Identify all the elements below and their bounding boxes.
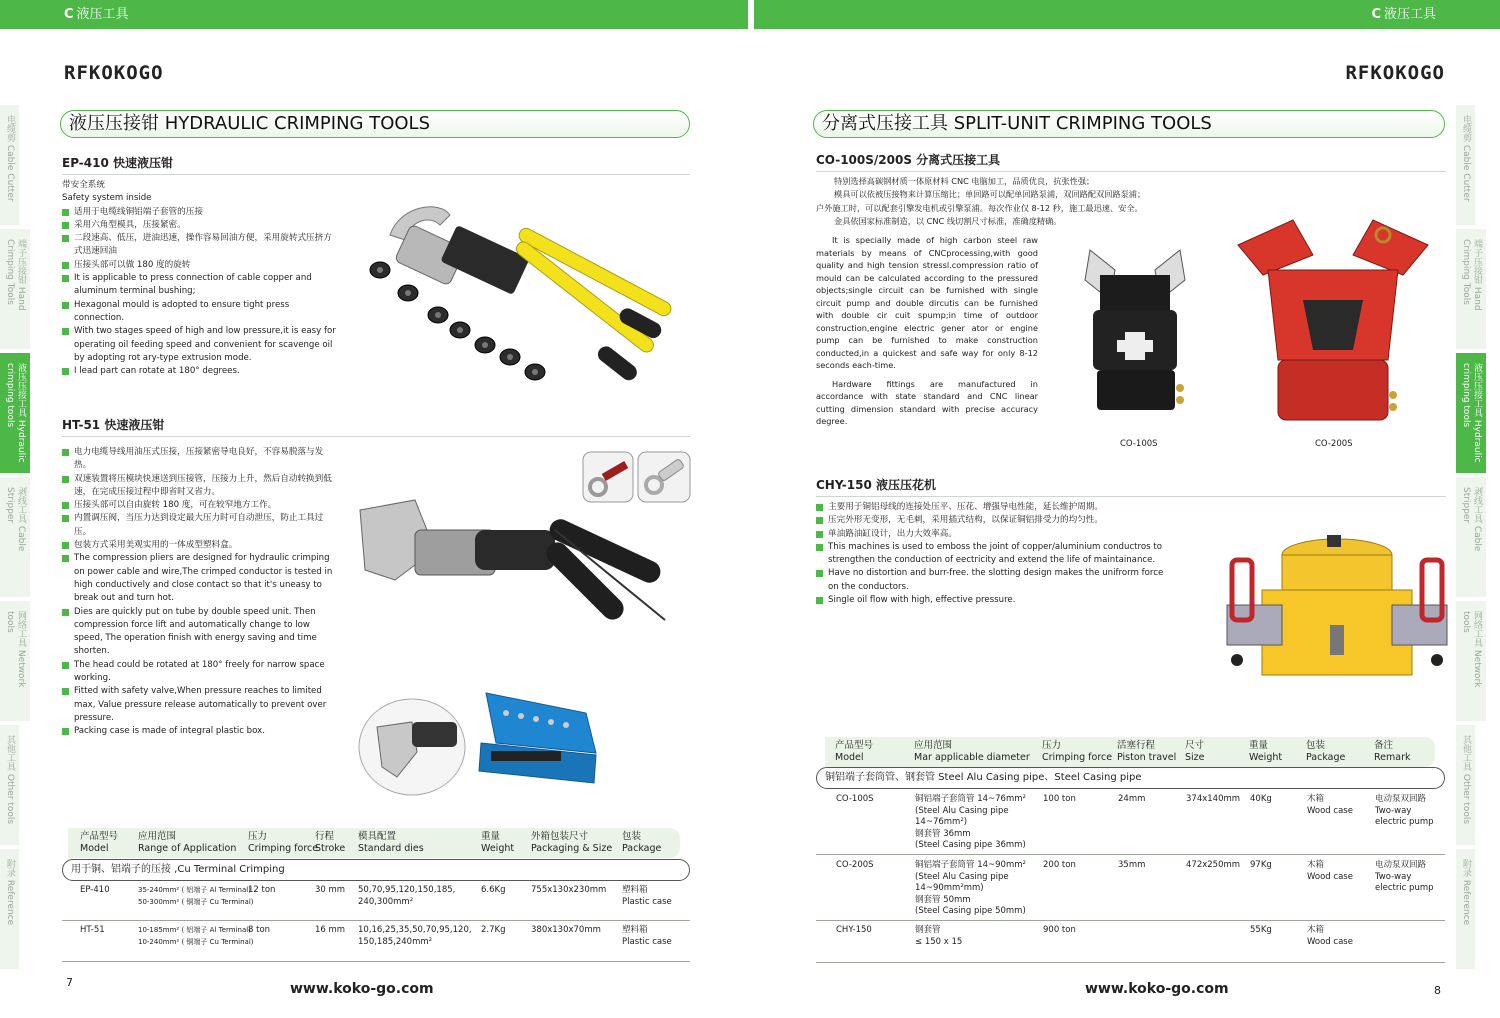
header-bar-left (0, 0, 748, 29)
left-table-category: 用于铜、铝端子的压接 ,Cu Terminal Crimping (62, 859, 690, 881)
right-page (750, 0, 1500, 1018)
footer-url-right[interactable]: www.koko-go.com (1085, 981, 1229, 997)
chy150-text: 主要用于铜铝母线的连接处压平、压花、增强导电性能，延长维护周期。 压完外形无变形，无毛刺，采用插式结构，以保证铜铝排受力的均匀性。 单油路油缸设计，出力大效率高。 This machines is used to emboss the joint of copper/aluminium conductros to strengthen the conduction of eectricity and extend the life of maintainance. Have no distortion and burr-free. the slotting design makes the unifrorm force on the conductors. Single oil flow with high, effective pressure. (816, 501, 1176, 607)
section-title-split-unit: 分离式压接工具 SPLIT-UNIT CRIMPING TOOLS (813, 110, 1445, 138)
page-number-right: 8 (1434, 984, 1441, 997)
header-title-right: 液压工具 (1383, 7, 1436, 22)
footer-url-left[interactable]: www.koko-go.com (290, 981, 434, 997)
side-tab-hand-crimping[interactable]: 端子压接钳 Hand Crimping Tools (1456, 229, 1486, 349)
side-tab-network[interactable]: 网络工具 Network tools (1456, 601, 1486, 721)
table-row: CO-200S 铜铝端子套筒管 14~90mm² (Steel Alu Casing pipe 14~90mm²mm) 钢套管 50mm (Steel Casing pipe 50mm) 200 ton 35mm 472x250mm 97Kg 木箱 Wood case 电动泵双回路 Two-way electric pump (836, 860, 1434, 916)
header-title-left: 液压工具 (76, 7, 129, 22)
left-table-header: 产品型号 Model 应用范围 Range of Application 压力 Crimping force 行程 Stroke 模具配置 Standard dies 重量 Weight 外箱包装尺寸 Packaging & Size 包装 Package (68, 828, 680, 858)
ht51-title: HT-51 快速液压钳 (62, 416, 690, 437)
table-row: EP-410 35-240mm² ( 铝端子 Al Terminal) 50-300mm² ( 铜端子 Cu Terminal) 12 ton 30 mm 50,70,95,120,150,185, 240,300mm² 6.6Kg 755x130x230mm 塑料箱 Plastic case (80, 885, 672, 907)
header-bar-right: C 液压工具 (754, 0, 1500, 29)
page-number-left: 7 (66, 976, 73, 989)
ht51-detail-image (357, 697, 467, 797)
side-tab-other[interactable]: 其他工具 Other tools (0, 725, 19, 845)
row-divider (816, 962, 1445, 963)
chy150-product-image (1222, 525, 1452, 705)
side-tab-hand-crimping[interactable]: 端子压接钳 Hand Crimping Tools (0, 229, 30, 349)
right-table-category: 铜铝端子套筒管、钢套管 Steel Alu Casing pipe、Steel Casing pipe (816, 767, 1445, 789)
co-en-text: It is specially made of high carbon steel raw materials by means of CNCprocessing,with good quality and high tension stressl.compression ratio of mould can be calculated according to the pressured objects;single circuit can be furnished with single circuit pump and double dircutis can be furnished with double cir cuit spump;in time of outdoor construction,engine electric gener ator or engine pump can be furnished to make construction conducted,in a quickest and safe way for only 8-12 seconds each-time. Hardware fittings are manufactured in accordance with state standard and CNC linear cutting dimension standard with precise accuracy degree. (816, 235, 1038, 426)
side-tab-reference[interactable]: 附录 Reference (0, 849, 19, 969)
brand-logo-right: RFKOKOGO (1345, 62, 1445, 84)
header-marker: C (64, 7, 74, 22)
side-tabs-right (1456, 105, 1500, 973)
section-title-hydraulic: 液压压接钳 HYDRAULIC CRIMPING TOOLS (60, 110, 690, 138)
right-table-header: 产品型号 Model 应用范围 Mar applicable diameter 压力 Crimping force 活塞行程 Piston travel 尺寸 Size 重量 Weight 包装 Package 备注 Remark (825, 737, 1435, 767)
ep410-title: EP-410 快速液压钳 (62, 154, 690, 175)
side-tab-cable-cutter[interactable]: 电缆剪 Cable Cutter (0, 105, 19, 225)
side-tab-hydraulic[interactable]: 液压压接工具 Hydraulic crimping tools (0, 353, 30, 473)
ep410-product-image (360, 195, 715, 405)
co-title: CO-100S/200S 分离式压接工具 (816, 151, 1446, 172)
ht51-product-image (355, 490, 685, 680)
co200s-caption: CO-200S (1315, 439, 1353, 449)
ht51-text: 电力电缆导线用油压式压接，压接紧密导电良好，不容易脱落与发热。 双速装置将压模块快速送到压接管，压接力上升，然后自动转换到低速，在完成压接过程中即省时又省力。 压接头部可以自由旋转 180 度，可在较窄地方工作。 内置调压阀，当压力达到设定最大压力时可自动泄压，防止工具过压。 包装方式采用美观实用的一体成型塑料盒。 The compression pliers are designed for hydraulic crimping on power cable and wire,The crimped conductor is tested in high conductively and close contact so that it's uneasy to break out and turn hot. Dies are quickly put on tube by double speed unit. Then compression force lift and automatically change to low speed, The operation finish with energy saving and time shorten. The head could be rotated at 180° freely for narrow space working. Fitted with safety valve,When pressure reaches to limited max, Value pressure release automatically to prevent over pressure. Packing case is made of integral plastic box. (62, 446, 337, 739)
side-tabs-left (0, 105, 44, 973)
row-divider (62, 961, 690, 962)
co200s-product-image (1233, 210, 1433, 440)
table-row: HT-51 10-185mm² ( 铝端子 Al Terminal) 10-240mm² ( 铜端子 Cu Terminal) 8 ton 16 mm 10,16,25,35,50,70,95,120, 150,185,240mm² 2.7Kg 380x130x70mm 塑料箱 Plastic case (80, 925, 672, 947)
side-tab-network[interactable]: 网络工具 Network tools (0, 601, 30, 721)
side-tab-reference[interactable]: 附录 Reference (1456, 849, 1475, 969)
side-tab-hydraulic[interactable]: 液压压接工具 Hydraulic crimping tools (1456, 353, 1486, 473)
brand-logo-left: RFKOKOGO (64, 62, 164, 84)
side-tab-cable-stripper[interactable]: 剥线工具 Cable Stripper (0, 477, 30, 597)
side-tab-cable-cutter[interactable]: 电缆剪 Cable Cutter (1456, 105, 1475, 225)
side-tab-cable-stripper[interactable]: 剥线工具 Cable Stripper (1456, 477, 1486, 597)
chy150-title: CHY-150 液压压花机 (816, 476, 1446, 497)
co100s-product-image (1075, 240, 1195, 435)
table-row: CHY-150 钢套管 ≤ 150 x 15 900 ton 55Kg 木箱 Wood case (836, 925, 1353, 947)
row-divider (816, 920, 1445, 921)
co-zh-text: 特别选择高碳钢材质一体原材料 CNC 电脑加工，品质优良，抗张性强； 模具可以依被压接物来计算压缩比；单回路可以配单回路泵浦，双回路配双回路泵浦； 户外施工时，可以配套引擎发电机或引擎泵浦。每次作业仅 8-12 秒，施工最迅速、安全。 金具依国家标准制造，以 CNC 线切割尺寸标准，准确度精确。 (816, 176, 1146, 226)
ht51-case-image (476, 683, 602, 789)
side-tab-other[interactable]: 其他工具 Other tools (1456, 725, 1475, 845)
ep410-text: 带安全系统 Safety system inside 适用于电缆线铜铝端子套管的压接 采用六角型模具，压接紧密。 二段速高、低压，进油迅速，操作容易回油方便，采用旋转式压挤方式迅速回油 压接头部可以做 180 度的旋转 It is applicable to press connection of cable copper and aluminum terminal bushing; Hexagonal mould is adopted to ensure tight press connection. With two stages speed of high and low pressure,it is easy for operating oil feeding speed and convenient for scavenge oil by adopting rot ary-type extrusion mode. I lead part can rotate at 180° degrees. (62, 179, 337, 378)
table-row: CO-100S 铜铝端子套筒管 14~76mm² (Steel Alu Casing pipe 14~76mm²) 钢套管 36mm (Steel Casing pipe 36mm) 100 ton 24mm 374x140mm 40Kg 木箱 Wood case 电动泵双回路 Two-way electric pump (836, 794, 1434, 850)
row-divider (816, 854, 1445, 855)
row-divider (62, 920, 690, 921)
co100s-caption: CO-100S (1120, 439, 1158, 449)
